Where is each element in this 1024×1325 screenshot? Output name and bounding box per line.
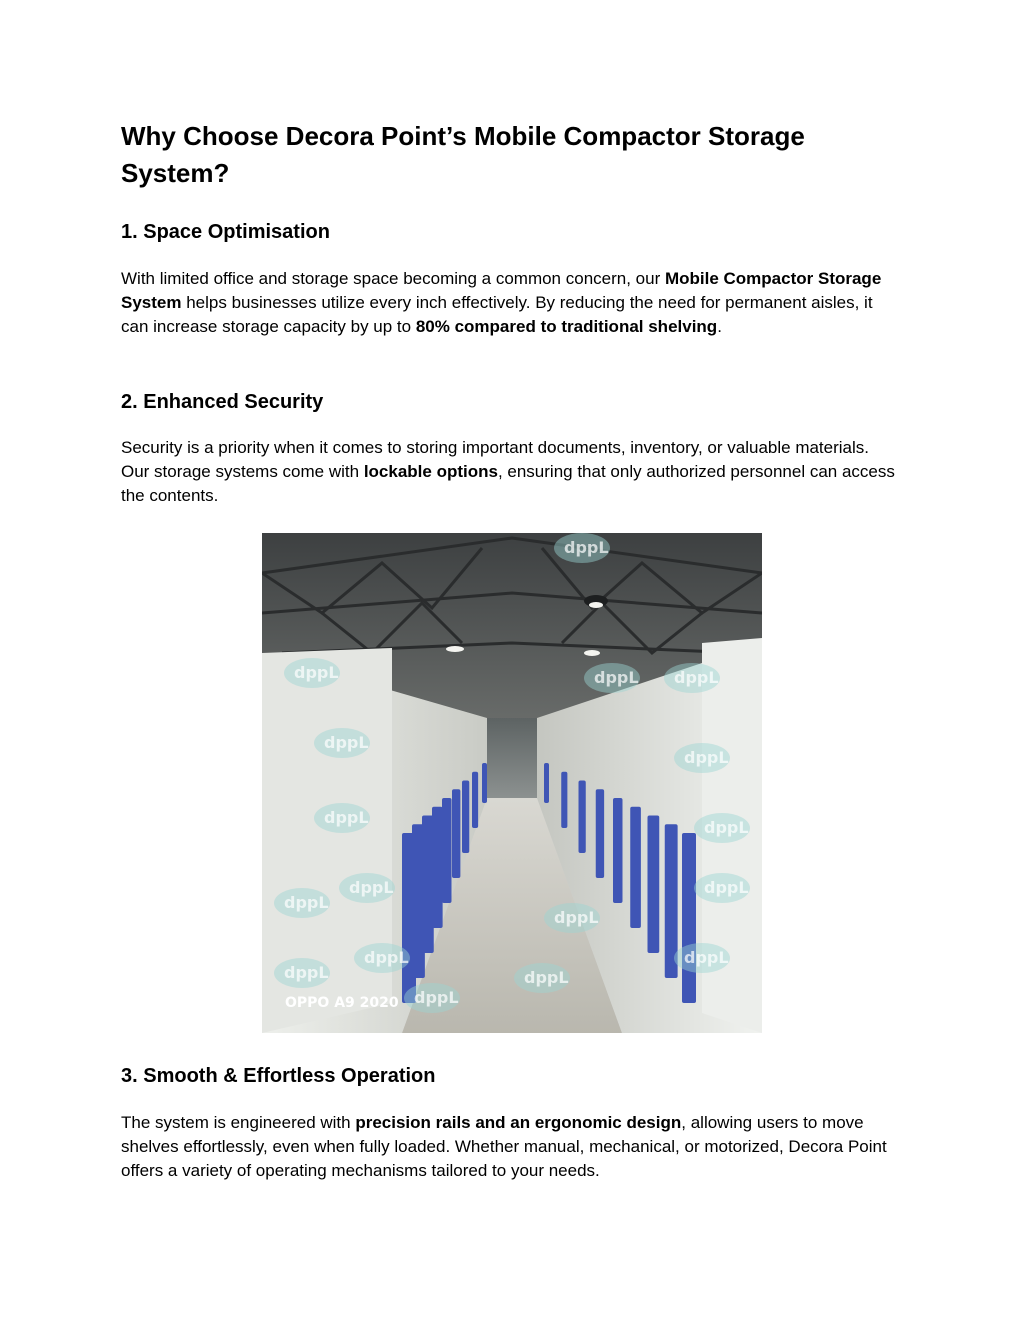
handle-panel bbox=[613, 798, 623, 903]
handle-panel bbox=[482, 763, 487, 803]
body-bold-text: lockable options bbox=[363, 462, 498, 482]
body-text: , allowing users to move shelves effortlessly, even when fully loaded. Whether manual, mechanical, or motorized, Decora Point offers a variety of operating mechanisms tailored to your needs. bbox=[121, 1113, 887, 1181]
watermark-text: dppL bbox=[594, 668, 639, 687]
watermark-text: dppL bbox=[364, 948, 409, 967]
body-bold-text: Mobile Compactor Storage System bbox=[121, 269, 882, 313]
handle-panel bbox=[452, 789, 460, 878]
handle-panel bbox=[682, 833, 696, 1003]
body-text: Security is a priority when it comes to storing important documents, inventory, or valuable materials. Our storage systems come with bbox=[121, 438, 869, 482]
body-text: helps businesses utilize every inch effectively. By reducing the need for permanent aisles, it can increase storage capacity by up to bbox=[121, 293, 873, 337]
section-heading-space-optimisation: 1. Space Optimisation bbox=[121, 221, 330, 243]
watermark-text: dppL bbox=[554, 908, 599, 927]
watermark-text: dppL bbox=[684, 948, 729, 967]
watermark-text: dppL bbox=[294, 663, 339, 682]
watermark-text: dppL bbox=[704, 818, 749, 837]
handle-panel bbox=[462, 781, 469, 854]
section-heading-smooth-operation: 3. Smooth & Effortless Operation bbox=[121, 1065, 436, 1087]
watermark-text: dppL bbox=[684, 748, 729, 767]
page-title: Why Choose Decora Point’s Mobile Compactor Storage System? bbox=[121, 121, 805, 188]
section-body-smooth-operation bbox=[121, 1111, 896, 1184]
body-text: , ensuring that only authorized personnel can access the contents. bbox=[121, 462, 895, 506]
watermark-text: dppL bbox=[704, 878, 749, 897]
section-body-enhanced-security bbox=[121, 436, 896, 509]
body-text: With limited office and storage space becoming a common concern, our bbox=[121, 269, 665, 288]
handle-panel bbox=[561, 772, 567, 828]
watermark-text: dppL bbox=[564, 538, 609, 557]
watermark-text: dppL bbox=[349, 878, 394, 897]
far-wall bbox=[487, 718, 537, 798]
camera-stamp: OPPO A9 2020 bbox=[285, 995, 399, 1011]
section-heading-enhanced-security: 2. Enhanced Security bbox=[121, 391, 324, 413]
warehouse-compactor-photo bbox=[262, 533, 762, 1033]
handle-panel bbox=[422, 816, 434, 954]
watermark-text: dppL bbox=[284, 963, 329, 982]
watermark-text: dppL bbox=[284, 893, 329, 912]
section-body-space-optimisation bbox=[121, 267, 896, 340]
watermark-text: dppL bbox=[414, 988, 459, 1007]
handle-panel bbox=[472, 772, 478, 828]
watermark-text: dppL bbox=[324, 733, 369, 752]
body-text: The system is engineered with bbox=[121, 1113, 356, 1132]
handle-panel bbox=[544, 763, 549, 803]
body-bold-text: 80% compared to traditional shelving bbox=[415, 317, 718, 337]
handle-panel bbox=[579, 781, 586, 854]
handle-panel bbox=[432, 807, 443, 928]
watermark-text: dppL bbox=[524, 968, 569, 987]
handle-panel bbox=[596, 789, 604, 878]
handle-panel bbox=[648, 816, 660, 954]
body-bold-text: precision rails and an ergonomic design bbox=[355, 1113, 682, 1132]
body-text: . bbox=[717, 317, 722, 337]
watermark-text: dppL bbox=[674, 668, 719, 687]
watermark-text: dppL bbox=[324, 808, 369, 827]
handle-panel bbox=[630, 807, 641, 928]
handle-panel bbox=[442, 798, 452, 903]
